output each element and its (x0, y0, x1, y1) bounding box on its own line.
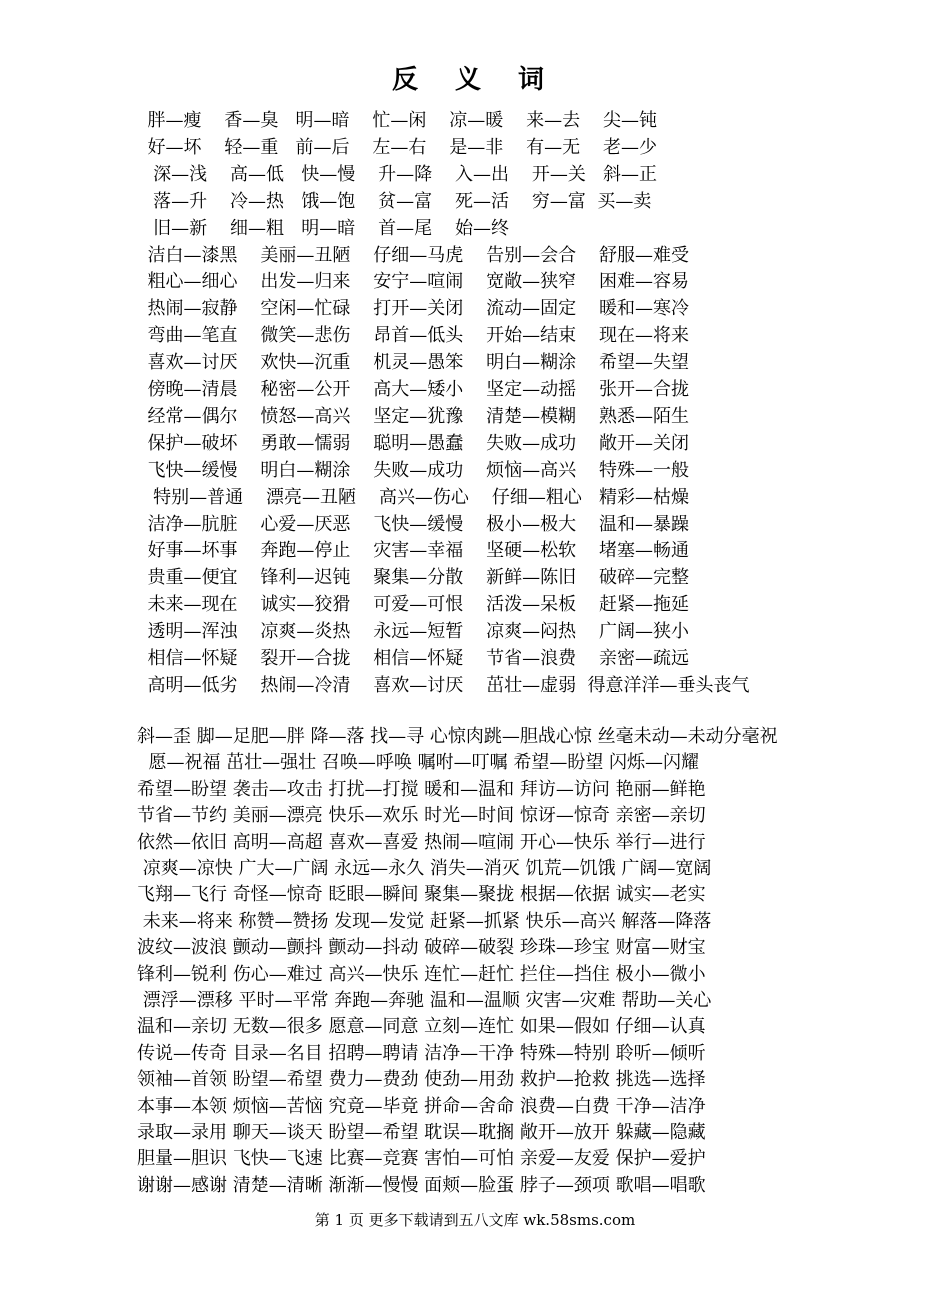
antonym-line: 高明—低劣 热闹—冷清 喜欢—讨厌 茁壮—虚弱 得意洋洋—垂头丧气 (136, 674, 750, 696)
antonym-line: 好—坏 轻—重 前—后 左—右 是—非 有—无 老—少 (136, 136, 658, 158)
antonym-line: 飞快—缓慢 明白—糊涂 失败—成功 烦恼—高兴 特殊—一般 (136, 459, 689, 481)
synonym-line: 依然—依旧 高明—高超 喜欢—喜爱 热闹—喧闹 开心—快乐 举行—进行 (137, 831, 706, 853)
synonym-line: 波纹—波浪 颤动—颤抖 颤动—抖动 破碎—破裂 珍珠—珍宝 财富—财宝 (137, 937, 706, 959)
antonym-line: 保护—破坏 勇敢—懦弱 聪明—愚蠢 失败—成功 敞开—关闭 (136, 432, 689, 454)
synonym-line: 漂浮—漂移 平时—平常 奔跑—奔驰 温和—温顺 灾害—灾难 帮助—关心 (137, 990, 712, 1011)
antonym-line: 透明—浑浊 凉爽—炎热 永远—短暂 凉爽—闷热 广阔—狭小 (136, 621, 689, 643)
antonym-line: 粗心—细心 出发—归来 安宁—喧闹 宽敞—狭窄 困难—容易 (136, 271, 689, 293)
synonym-line: 胆量—胆识 飞快—飞速 比赛—竞赛 害怕—可怕 亲爱—友爱 保护—爱护 (137, 1148, 706, 1170)
page-footer: 第 1 页 更多下载请到五八文库 wk.58sms.com (314, 1211, 636, 1229)
synonym-line: 本事—本领 烦恼—苦恼 究竟—毕竟 拼命—舍命 浪费—白费 干净—洁净 (137, 1095, 706, 1117)
antonym-line: 未来—现在 诚实—狡猾 可爱—可恨 活泼—呆板 赶紧—拖延 (136, 594, 689, 616)
synonym-line: 斜—歪 脚—足肥—胖 降—落 找—寻 心惊肉跳—胆战心惊 丝毫未动—未动分毫祝 (137, 726, 778, 747)
synonym-line: 节省—节约 美丽—漂亮 快乐—欢乐 时光—时间 惊讶—惊奇 亲密—亲切 (137, 805, 706, 827)
antonym-line: 贵重—便宜 锋利—迟钝 聚集—分散 新鲜—陈旧 破碎—完整 (136, 567, 689, 589)
synonym-line: 希望—盼望 袭击—攻击 打扰—打搅 暖和—温和 拜访—访问 艳丽—鲜艳 (137, 778, 706, 800)
antonym-line: 相信—怀疑 裂开—合拢 相信—怀疑 节省—浪费 亲密—疏远 (136, 648, 689, 669)
antonym-line: 好事—坏事 奔跑—停止 灾害—幸福 坚硬—松软 堵塞—畅通 (136, 540, 689, 562)
antonym-line: 深—浅 高—低 快—慢 升—降 入—出 开—关 斜—正 (136, 163, 658, 185)
antonym-line: 落—升 冷—热 饿—饱 贫—富 死—活 穷—富 买—卖 (136, 190, 652, 212)
page-title: 反 义 词 (391, 65, 559, 95)
synonym-line: 未来—将来 称赞—赞扬 发现—发觉 赶紧—抓紧 快乐—高兴 解落—降落 (137, 910, 712, 932)
antonym-line: 经常—偶尔 愤怒—高兴 坚定—犹豫 清楚—模糊 熟悉—陌生 (136, 405, 689, 427)
synonym-line: 愿—祝福 茁壮—强壮 召唤—呼唤 嘱咐—叮嘱 希望—盼望 闪烁—闪耀 (137, 752, 700, 774)
antonym-line: 热闹—寂静 空闲—忙碌 打开—关闭 流动—固定 暖和—寒冷 (136, 298, 689, 320)
synonym-line: 传说—传奇 目录—名目 招聘—聘请 洁净—干净 特殊—特别 聆听—倾听 (137, 1042, 706, 1064)
synonym-line: 温和—亲切 无数—很多 愿意—同意 立刻—连忙 如果—假如 仔细—认真 (137, 1016, 706, 1038)
antonym-line: 傍晚—清晨 秘密—公开 高大—矮小 坚定—动摇 张开—合拢 (136, 379, 689, 400)
synonym-line: 飞翔—飞行 奇怪—惊奇 眨眼—瞬间 聚集—聚拢 根据—依据 诚实—老实 (137, 884, 706, 906)
synonym-line: 凉爽—凉快 广大—广阔 永远—永久 消失—消灭 饥荒—饥饿 广阔—宽阔 (137, 858, 712, 879)
antonym-line: 特别—普通 漂亮—丑陋 高兴—伤心 仔细—粗心 精彩—枯燥 (136, 486, 689, 508)
synonym-line: 领袖—首领 盼望—希望 费力—费劲 使劲—用劲 救护—抢救 挑选—选择 (137, 1069, 706, 1091)
antonym-line: 旧—新 细—粗 明—暗 首—尾 始—终 (136, 217, 509, 239)
antonym-line: 胖—瘦 香—臭 明—暗 忙—闲 凉—暖 来—去 尖—钝 (136, 110, 658, 131)
antonym-line: 弯曲—笔直 微笑—悲伤 昂首—低头 开始—结束 现在—将来 (136, 325, 689, 347)
antonym-line: 喜欢—讨厌 欢快—沉重 机灵—愚笨 明白—糊涂 希望—失望 (136, 352, 689, 374)
synonym-line: 谢谢—感谢 清楚—清晰 渐渐—慢慢 面颊—脸蛋 脖子—颈项 歌唱—唱歌 (137, 1174, 706, 1196)
antonym-line: 洁净—肮脏 心爱—厌恶 飞快—缓慢 极小—极大 温和—暴躁 (136, 513, 689, 535)
antonym-line: 洁白—漆黑 美丽—丑陋 仔细—马虎 告别—会合 舒服—难受 (136, 244, 689, 266)
synonym-line: 锋利—锐利 伤心—难过 高兴—快乐 连忙—赶忙 拦住—挡住 极小—微小 (137, 963, 706, 985)
synonym-line: 录取—录用 聊天—谈天 盼望—希望 耽误—耽搁 敞开—放开 躲藏—隐藏 (137, 1122, 706, 1143)
